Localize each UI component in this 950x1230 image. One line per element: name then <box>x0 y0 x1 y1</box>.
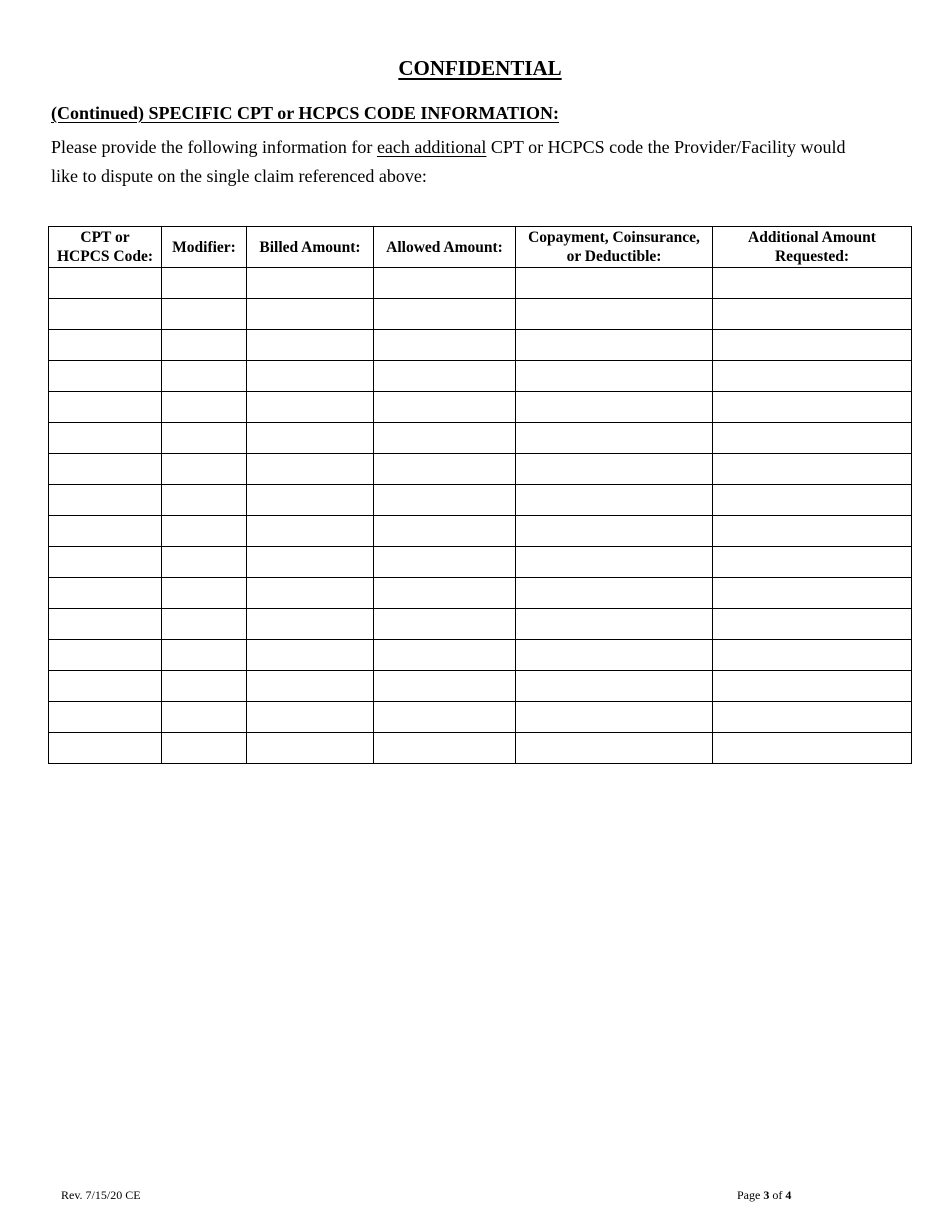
cell-billed-amount[interactable] <box>247 671 374 702</box>
cell-cpt-hcpcs-code[interactable] <box>49 485 162 516</box>
cell-allowed-amount[interactable] <box>374 268 516 299</box>
cell-allowed-amount[interactable] <box>374 423 516 454</box>
cell-billed-amount[interactable] <box>247 330 374 361</box>
cell-billed-amount[interactable] <box>247 609 374 640</box>
cell-modifier[interactable] <box>162 454 247 485</box>
table-row <box>49 547 912 578</box>
cell-copayment-coinsurance-deductible[interactable] <box>516 361 713 392</box>
table-row <box>49 578 912 609</box>
table-body <box>49 268 912 764</box>
table-row <box>49 361 912 392</box>
cell-billed-amount[interactable] <box>247 454 374 485</box>
cell-billed-amount[interactable] <box>247 268 374 299</box>
cell-allowed-amount[interactable] <box>374 392 516 423</box>
table-row <box>49 299 912 330</box>
cell-copayment-coinsurance-deductible[interactable] <box>516 299 713 330</box>
cell-additional-amount-requested[interactable] <box>713 392 912 423</box>
cell-copayment-coinsurance-deductible[interactable] <box>516 609 713 640</box>
header-additional-amount-requested: Additional Amount Requested: <box>713 227 912 268</box>
cell-additional-amount-requested[interactable] <box>713 547 912 578</box>
cell-cpt-hcpcs-code[interactable] <box>49 454 162 485</box>
cell-modifier[interactable] <box>162 516 247 547</box>
cpt-code-table <box>48 226 912 764</box>
cell-modifier[interactable] <box>162 485 247 516</box>
cell-billed-amount[interactable] <box>247 392 374 423</box>
cell-cpt-hcpcs-code[interactable] <box>49 733 162 764</box>
page-number-footer: Page 3 of 4 <box>737 1188 792 1202</box>
table-row <box>49 516 912 547</box>
cell-billed-amount[interactable] <box>247 640 374 671</box>
page-current: 3 <box>763 1188 770 1202</box>
cell-modifier[interactable] <box>162 361 247 392</box>
cell-allowed-amount[interactable] <box>374 299 516 330</box>
cell-allowed-amount[interactable] <box>374 454 516 485</box>
cell-cpt-hcpcs-code[interactable] <box>49 640 162 671</box>
cell-allowed-amount[interactable] <box>374 547 516 578</box>
cell-billed-amount[interactable] <box>247 733 374 764</box>
table-row <box>49 485 912 516</box>
section-heading: (Continued) SPECIFIC CPT or HCPCS CODE INFORMATION: <box>51 103 560 123</box>
cell-billed-amount[interactable] <box>247 485 374 516</box>
cell-allowed-amount[interactable] <box>374 702 516 733</box>
cell-additional-amount-requested[interactable] <box>713 423 912 454</box>
cell-modifier[interactable] <box>162 547 247 578</box>
cell-allowed-amount[interactable] <box>374 733 516 764</box>
intro-paragraph <box>51 133 871 191</box>
header-modifier: Modifier: <box>162 227 247 268</box>
cell-allowed-amount[interactable] <box>374 640 516 671</box>
header-cpt-hcpcs-code: CPT or HCPCS Code: <box>49 227 162 268</box>
page-total: 4 <box>785 1188 792 1202</box>
cell-billed-amount[interactable] <box>247 578 374 609</box>
header-copayment-coinsurance-deductible: Copayment, Coinsurance, or Deductible: <box>516 227 713 268</box>
cell-copayment-coinsurance-deductible[interactable] <box>516 516 713 547</box>
cell-copayment-coinsurance-deductible[interactable] <box>516 547 713 578</box>
cell-modifier[interactable] <box>162 392 247 423</box>
cell-modifier[interactable] <box>162 578 247 609</box>
cell-copayment-coinsurance-deductible[interactable] <box>516 454 713 485</box>
cell-cpt-hcpcs-code[interactable] <box>49 578 162 609</box>
cell-modifier[interactable] <box>162 299 247 330</box>
cell-modifier[interactable] <box>162 423 247 454</box>
intro-text-start: Please provide the following information for <box>51 137 377 157</box>
header-allowed-amount: Allowed Amount: <box>374 227 516 268</box>
cell-allowed-amount[interactable] <box>374 361 516 392</box>
table-row <box>49 330 912 361</box>
cell-cpt-hcpcs-code[interactable] <box>49 609 162 640</box>
cell-copayment-coinsurance-deductible[interactable] <box>516 733 713 764</box>
cell-copayment-coinsurance-deductible[interactable] <box>516 578 713 609</box>
cell-copayment-coinsurance-deductible[interactable] <box>516 640 713 671</box>
cell-allowed-amount[interactable] <box>374 671 516 702</box>
cell-cpt-hcpcs-code[interactable] <box>49 330 162 361</box>
cell-additional-amount-requested[interactable] <box>713 733 912 764</box>
cell-cpt-hcpcs-code[interactable] <box>49 392 162 423</box>
cell-modifier[interactable] <box>162 671 247 702</box>
cell-allowed-amount[interactable] <box>374 516 516 547</box>
cell-copayment-coinsurance-deductible[interactable] <box>516 330 713 361</box>
cell-allowed-amount[interactable] <box>374 330 516 361</box>
cell-modifier[interactable] <box>162 733 247 764</box>
cell-cpt-hcpcs-code[interactable] <box>49 299 162 330</box>
table-row <box>49 702 912 733</box>
cell-modifier[interactable] <box>162 702 247 733</box>
table-row <box>49 609 912 640</box>
cell-additional-amount-requested[interactable] <box>713 268 912 299</box>
cell-cpt-hcpcs-code[interactable] <box>49 423 162 454</box>
table-row <box>49 392 912 423</box>
table-header-row <box>49 227 912 268</box>
cell-cpt-hcpcs-code[interactable] <box>49 268 162 299</box>
cell-allowed-amount[interactable] <box>374 578 516 609</box>
cell-billed-amount[interactable] <box>247 516 374 547</box>
cell-modifier[interactable] <box>162 330 247 361</box>
cell-additional-amount-requested[interactable] <box>713 299 912 330</box>
cell-billed-amount[interactable] <box>247 423 374 454</box>
cell-copayment-coinsurance-deductible[interactable] <box>516 423 713 454</box>
cell-copayment-coinsurance-deductible[interactable] <box>516 702 713 733</box>
cell-allowed-amount[interactable] <box>374 485 516 516</box>
table-row <box>49 671 912 702</box>
cell-modifier[interactable] <box>162 640 247 671</box>
table-row <box>49 268 912 299</box>
cell-billed-amount[interactable] <box>247 361 374 392</box>
cell-additional-amount-requested[interactable] <box>713 640 912 671</box>
table-row <box>49 640 912 671</box>
header-billed-amount: Billed Amount: <box>247 227 374 268</box>
revision-footer: Rev. 7/15/20 CE <box>61 1188 141 1202</box>
cell-billed-amount[interactable] <box>247 547 374 578</box>
intro-emphasis: each additional <box>376 137 487 157</box>
cell-modifier[interactable] <box>162 609 247 640</box>
cell-additional-amount-requested[interactable] <box>713 578 912 609</box>
cell-allowed-amount[interactable] <box>374 609 516 640</box>
intro-text-end: CPT or HCPCS code the Provider/Facility would like to dispute on the single claim referenced above: <box>51 137 846 186</box>
cell-additional-amount-requested[interactable] <box>713 330 912 361</box>
cell-copayment-coinsurance-deductible[interactable] <box>516 485 713 516</box>
cell-additional-amount-requested[interactable] <box>713 361 912 392</box>
cell-cpt-hcpcs-code[interactable] <box>49 702 162 733</box>
cell-additional-amount-requested[interactable] <box>713 671 912 702</box>
cell-copayment-coinsurance-deductible[interactable] <box>516 392 713 423</box>
table-row <box>49 733 912 764</box>
cell-modifier[interactable] <box>162 268 247 299</box>
cell-additional-amount-requested[interactable] <box>713 609 912 640</box>
cell-additional-amount-requested[interactable] <box>713 485 912 516</box>
cell-billed-amount[interactable] <box>247 702 374 733</box>
cell-copayment-coinsurance-deductible[interactable] <box>516 671 713 702</box>
cell-cpt-hcpcs-code[interactable] <box>49 361 162 392</box>
document-title: CONFIDENTIAL <box>398 56 562 80</box>
table-row <box>49 423 912 454</box>
cell-cpt-hcpcs-code[interactable] <box>49 671 162 702</box>
cell-additional-amount-requested[interactable] <box>713 454 912 485</box>
cell-cpt-hcpcs-code[interactable] <box>49 516 162 547</box>
table-row <box>49 454 912 485</box>
cell-additional-amount-requested[interactable] <box>713 516 912 547</box>
cell-copayment-coinsurance-deductible[interactable] <box>516 268 713 299</box>
cell-billed-amount[interactable] <box>247 299 374 330</box>
cell-additional-amount-requested[interactable] <box>713 702 912 733</box>
cell-cpt-hcpcs-code[interactable] <box>49 547 162 578</box>
